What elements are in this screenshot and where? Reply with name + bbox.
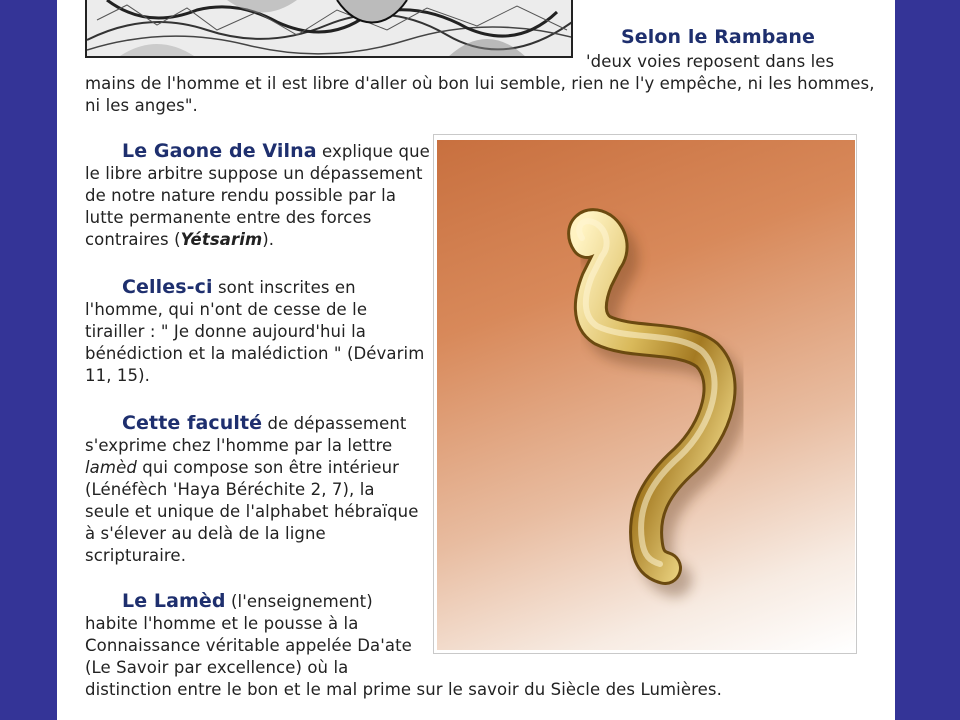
gaone-line-4: lutte permanente entre des forces bbox=[85, 208, 372, 227]
faculte-line-5: seule et unique de l'alphabet hébraïque bbox=[85, 502, 419, 521]
gaone-line-2: le libre arbitre suppose un dépassement bbox=[85, 164, 423, 183]
lamed-letter-image bbox=[437, 140, 855, 650]
lamed-line-2: habite l'homme et le pousse à la bbox=[85, 614, 359, 633]
celles-line-3: tirailler : " Je donne aujourd'hui la bbox=[85, 322, 367, 341]
engraving-illustration bbox=[85, 0, 573, 58]
heading-gaone: Le Gaone de Vilna bbox=[122, 140, 317, 162]
heading-rambane: Selon le Rambane bbox=[621, 26, 815, 48]
rambane-line-3: ni les anges". bbox=[85, 96, 198, 115]
faculte-line-4: (Lénéfèch 'Haya Béréchite 2, 7), la bbox=[85, 480, 375, 499]
rambane-line-2: mains de l'homme et il est libre d'aller où bon lui semble, rien ne l'y empêche, ni les hommes, bbox=[85, 74, 875, 93]
heading-lamed: Le Lamèd bbox=[122, 590, 226, 612]
yetsarim-emphasis: Yétsarim bbox=[180, 230, 263, 249]
celles-line-1: Celles-ci sont inscrites en bbox=[122, 276, 356, 298]
faculte-line-6: à s'élever au delà de la ligne bbox=[85, 524, 326, 543]
celles-line-4: bénédiction et la malédiction " (Dévarim bbox=[85, 344, 425, 363]
heading-celles: Celles-ci bbox=[122, 276, 213, 298]
rambane-line-1: 'deux voies reposent dans les bbox=[586, 52, 835, 71]
lamed-line-4: (Le Savoir par excellence) où la bbox=[85, 658, 349, 677]
celles-line-5: 11, 15). bbox=[85, 366, 150, 385]
lamed-line-3: Connaissance véritable appelée Da'ate bbox=[85, 636, 412, 655]
gaone-line-1: Le Gaone de Vilna explique que bbox=[122, 140, 430, 162]
faculte-line-3: lamèd qui compose son être intérieur bbox=[85, 458, 400, 477]
faculte-line-7: scripturaire. bbox=[85, 546, 187, 565]
lamed-line-5: distinction entre le bon et le mal prime sur le savoir du Siècle des Lumières. bbox=[85, 680, 722, 699]
faculte-line-1: Cette faculté de dépassement bbox=[122, 412, 407, 434]
faculte-line-2: s'exprime chez l'homme par la lettre bbox=[85, 436, 393, 455]
heading-faculte: Cette faculté bbox=[122, 412, 263, 434]
gaone-line-3: de notre nature rendu possible par la bbox=[85, 186, 397, 205]
celles-line-2: l'homme, qui n'ont de cesse de le bbox=[85, 300, 368, 319]
lamed-line-1: Le Lamèd (l'enseignement) bbox=[122, 590, 373, 612]
lamed-emphasis: lamèd bbox=[85, 458, 137, 477]
gaone-line-5: contraires (Yétsarim). bbox=[85, 230, 275, 249]
